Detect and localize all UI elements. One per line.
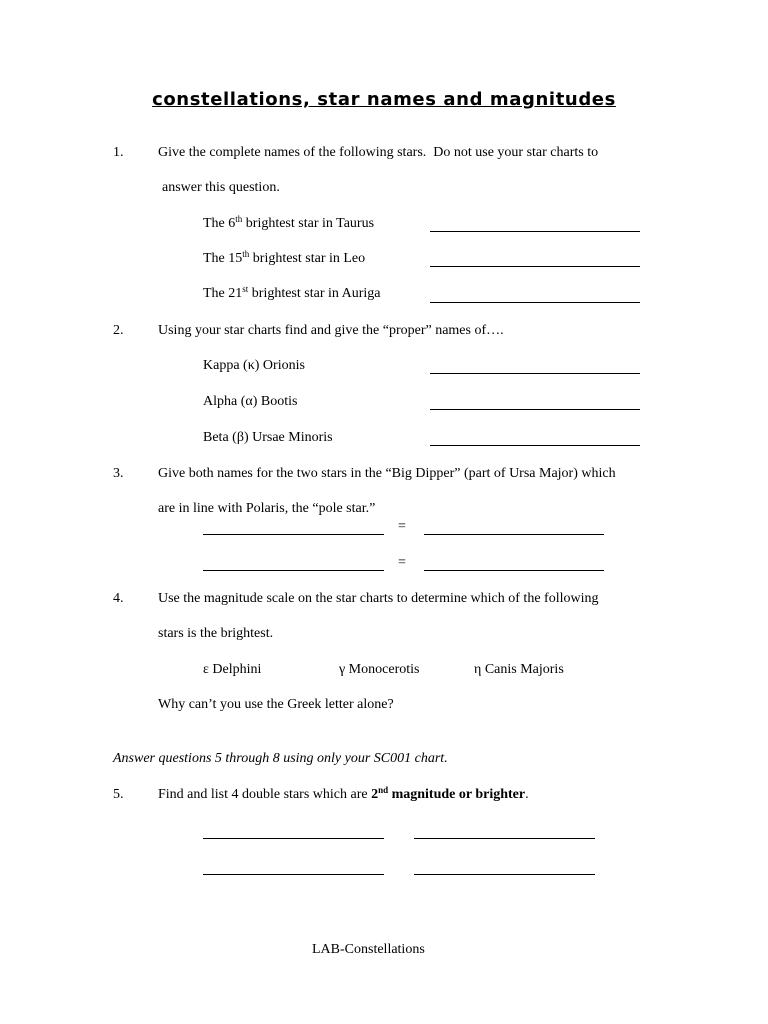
question-2-text: Using your star charts find and give the “proper” names of…. (158, 323, 504, 338)
answer-line (414, 874, 595, 875)
question-1-item (203, 251, 365, 267)
answer-line (430, 409, 640, 410)
answer-line (430, 302, 640, 303)
ordinal-suffix: th (235, 214, 243, 224)
star-option: η Canis Majoris (474, 662, 564, 677)
item-text: The 21 (203, 286, 243, 301)
answer-line (414, 838, 595, 839)
star-option: ε Delphini (203, 662, 262, 677)
answer-line (203, 570, 384, 571)
answer-line (424, 570, 604, 571)
question-5-bold-number: 2 (371, 787, 379, 802)
question-2-item: Alpha (α) Bootis (203, 394, 298, 409)
question-3-text-line1: Give both names for the two stars in the “Big Dipper” (part of Ursa Major) which (158, 466, 616, 481)
question-number-2: 2. (113, 323, 124, 338)
ordinal-suffix: nd (378, 785, 389, 795)
answer-line (203, 838, 384, 839)
answer-line (430, 231, 640, 232)
question-4-text-line1: Use the magnitude scale on the star charts to determine which of the following (158, 591, 599, 606)
star-option: γ Monocerotis (339, 662, 420, 677)
item-text: brightest star in Auriga (248, 286, 381, 301)
equals-sign: = (398, 519, 406, 534)
question-5-text-post: . (525, 787, 529, 802)
question-1-text-line2: answer this question. (162, 180, 280, 195)
question-2-item: Beta (β) Ursae Minoris (203, 430, 333, 445)
question-number-3: 3. (113, 466, 124, 481)
item-text: brightest star in Leo (249, 251, 366, 266)
question-number-1: 1. (113, 145, 124, 160)
question-5-text-pre: Find and list 4 double stars which are (158, 787, 372, 802)
answer-line (430, 373, 640, 374)
question-number-5: 5. (113, 787, 124, 802)
instruction-text: Answer questions 5 through 8 using only your SC001 chart. (113, 751, 448, 766)
item-text: The 15 (203, 251, 243, 266)
question-1-text-line1: Give the complete names of the following stars. Do not use your star charts to (158, 145, 599, 160)
question-1-item (203, 286, 380, 302)
ordinal-suffix: th (242, 249, 250, 259)
item-text: brightest star in Taurus (242, 216, 375, 231)
ordinal-suffix: st (242, 284, 249, 294)
question-2-item: Kappa (κ) Orionis (203, 358, 305, 373)
answer-line (203, 534, 384, 535)
question-1-item (203, 216, 374, 232)
question-5-text (158, 787, 529, 803)
question-3-text-line2: are in line with Polaris, the “pole star.” (158, 501, 376, 516)
question-5-bold-text: magnitude or brighter (388, 787, 526, 802)
answer-line (203, 874, 384, 875)
question-number-4: 4. (113, 591, 124, 606)
answer-line (430, 266, 640, 267)
page-footer: LAB-Constellations (312, 942, 425, 957)
question-4-text-line2: stars is the brightest. (158, 626, 274, 641)
worksheet-title: constellations, star names and magnitudes (152, 89, 616, 110)
answer-line (424, 534, 604, 535)
item-text: The 6 (203, 216, 236, 231)
answer-line (430, 445, 640, 446)
question-4-followup: Why can’t you use the Greek letter alone? (158, 697, 394, 712)
equals-sign: = (398, 555, 406, 570)
